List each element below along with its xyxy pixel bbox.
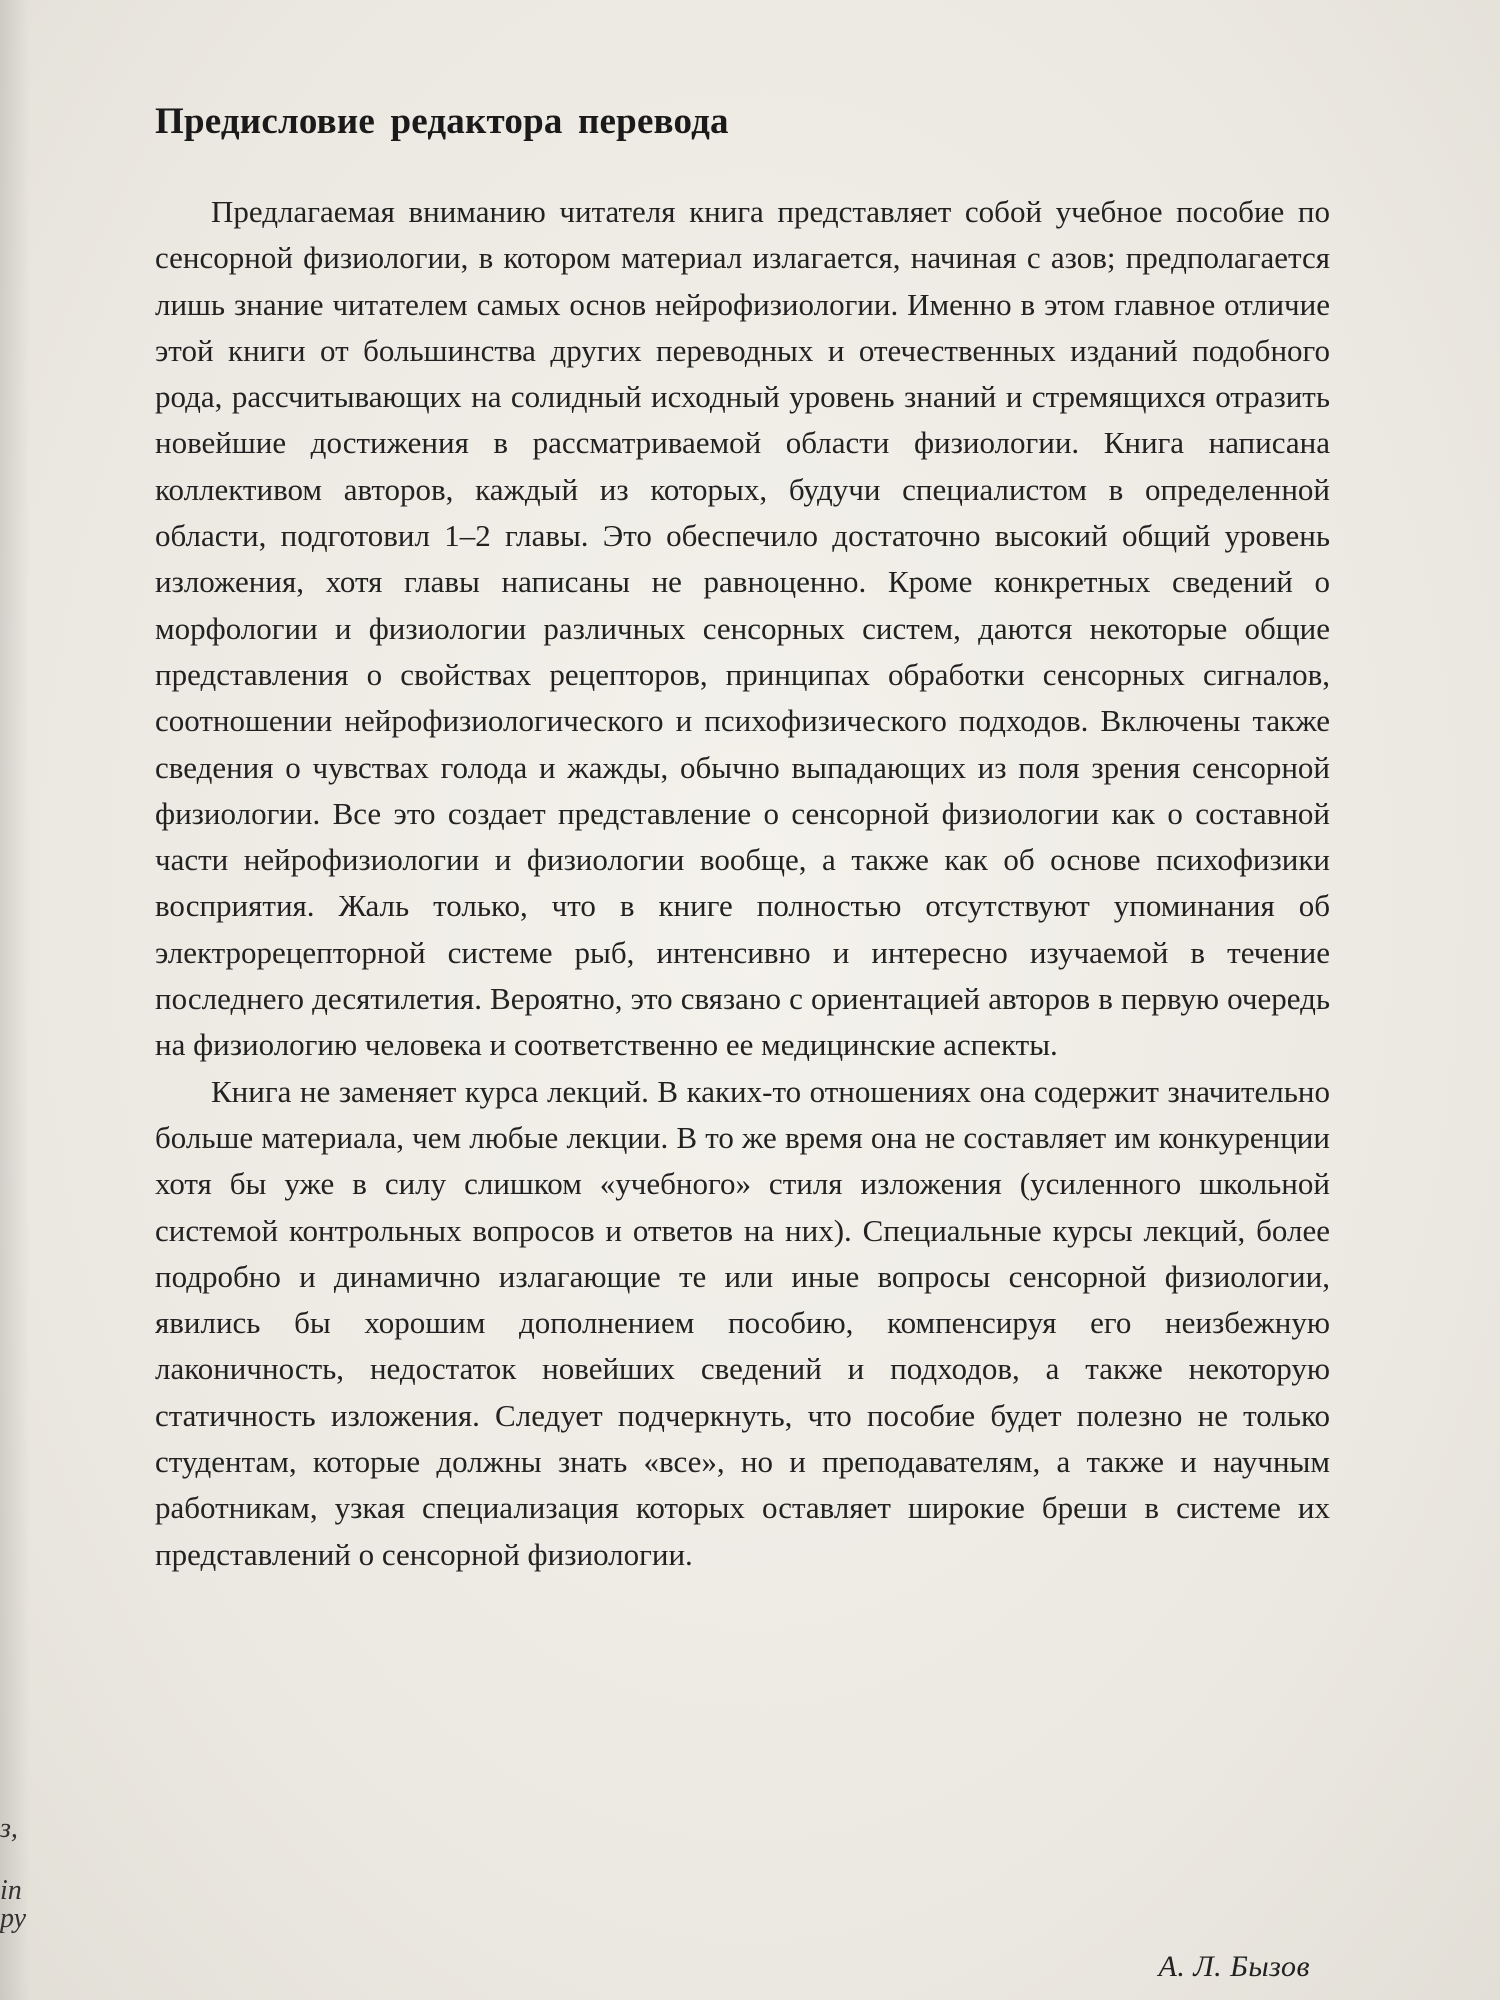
left-page-text-fragment: in [0, 1875, 22, 1906]
author-signature: А. Л. Бызов [1158, 1950, 1310, 1983]
left-page-text-fragment: ру [0, 1903, 27, 1934]
left-page-text-fragment: з, [0, 1813, 18, 1844]
body-paragraph-2: Книга не заменяет курса лекций. В каких-то отношениях она содержит значительно больше материала, чем любые лекции. В то же время она не составляет им конкуренции хотя бы уже в силу слишком «учебного» стиля изложения (усиленного школьной системой контрольных вопросов и ответов на них). Специальные курсы лекций, более подробно и динамично излагающие те или иные вопросы сенсорной физиологии, явились бы хорошим дополнением пособию, компенсируя его неизбежную лаконичность, недостаток новейших сведений и подходов, а также некоторую статичность изложения. Следует подчеркнуть, что пособие будет полезно не только студентам, которые должны знать «все», но и преподавателям, а также и научным работникам, узкая специализация которых оставляет широкие бреши в системе их представлений о сенсорной физиологии. [155, 1073, 1330, 1572]
page-content [155, 100, 1330, 1578]
body-paragraph-1: Предлагаемая вниманию читателя книга представляет собой учебное пособие по сенсорной физиологии, в котором материал излагается, начиная с азов; предполагается лишь знание читателем самых основ нейрофизиологии. Именно в этом главное отличие этой книги от большинства других переводных и отечественных изданий подобного рода, рассчитывающих на солидный исходный уровень знаний и стремящихся отразить новейшие достижения в рассматриваемой области физиологии. Книга написана коллективом авторов, каждый из которых, будучи специалистом в определенной области, подготовил 1–2 главы. Это обеспечило достаточно высокий общий уровень изложения, хотя главы написаны не равноценно. Кроме конкретных сведений о морфологии и физиологии различных сенсорных систем, даются некоторые общие представления о свойствах рецепторов, принципах обработки сенсорных сигналов, соотношении нейрофизиологического и психофизического подходов. Включены также сведения о чувствах голода и жажды, обычно выпадающих из поля зрения сенсорной физиологии. Все это создает представление о сенсорной физиологии как о составной части нейрофизиологии и физиологии вообще, а также как об основе психофизики восприятия. Жаль только, что в книге полностью отсутствуют упоминания об электрорецепторной системе рыб, интенсивно и интересно изучаемой в течение последнего десятилетия. Вероятно, это связано с ориентацией авторов в первую очередь на физиологию человека и соответственно ее медицинские аспекты. [155, 194, 1330, 1063]
page-title: Предисловие редактора перевода [155, 101, 729, 142]
